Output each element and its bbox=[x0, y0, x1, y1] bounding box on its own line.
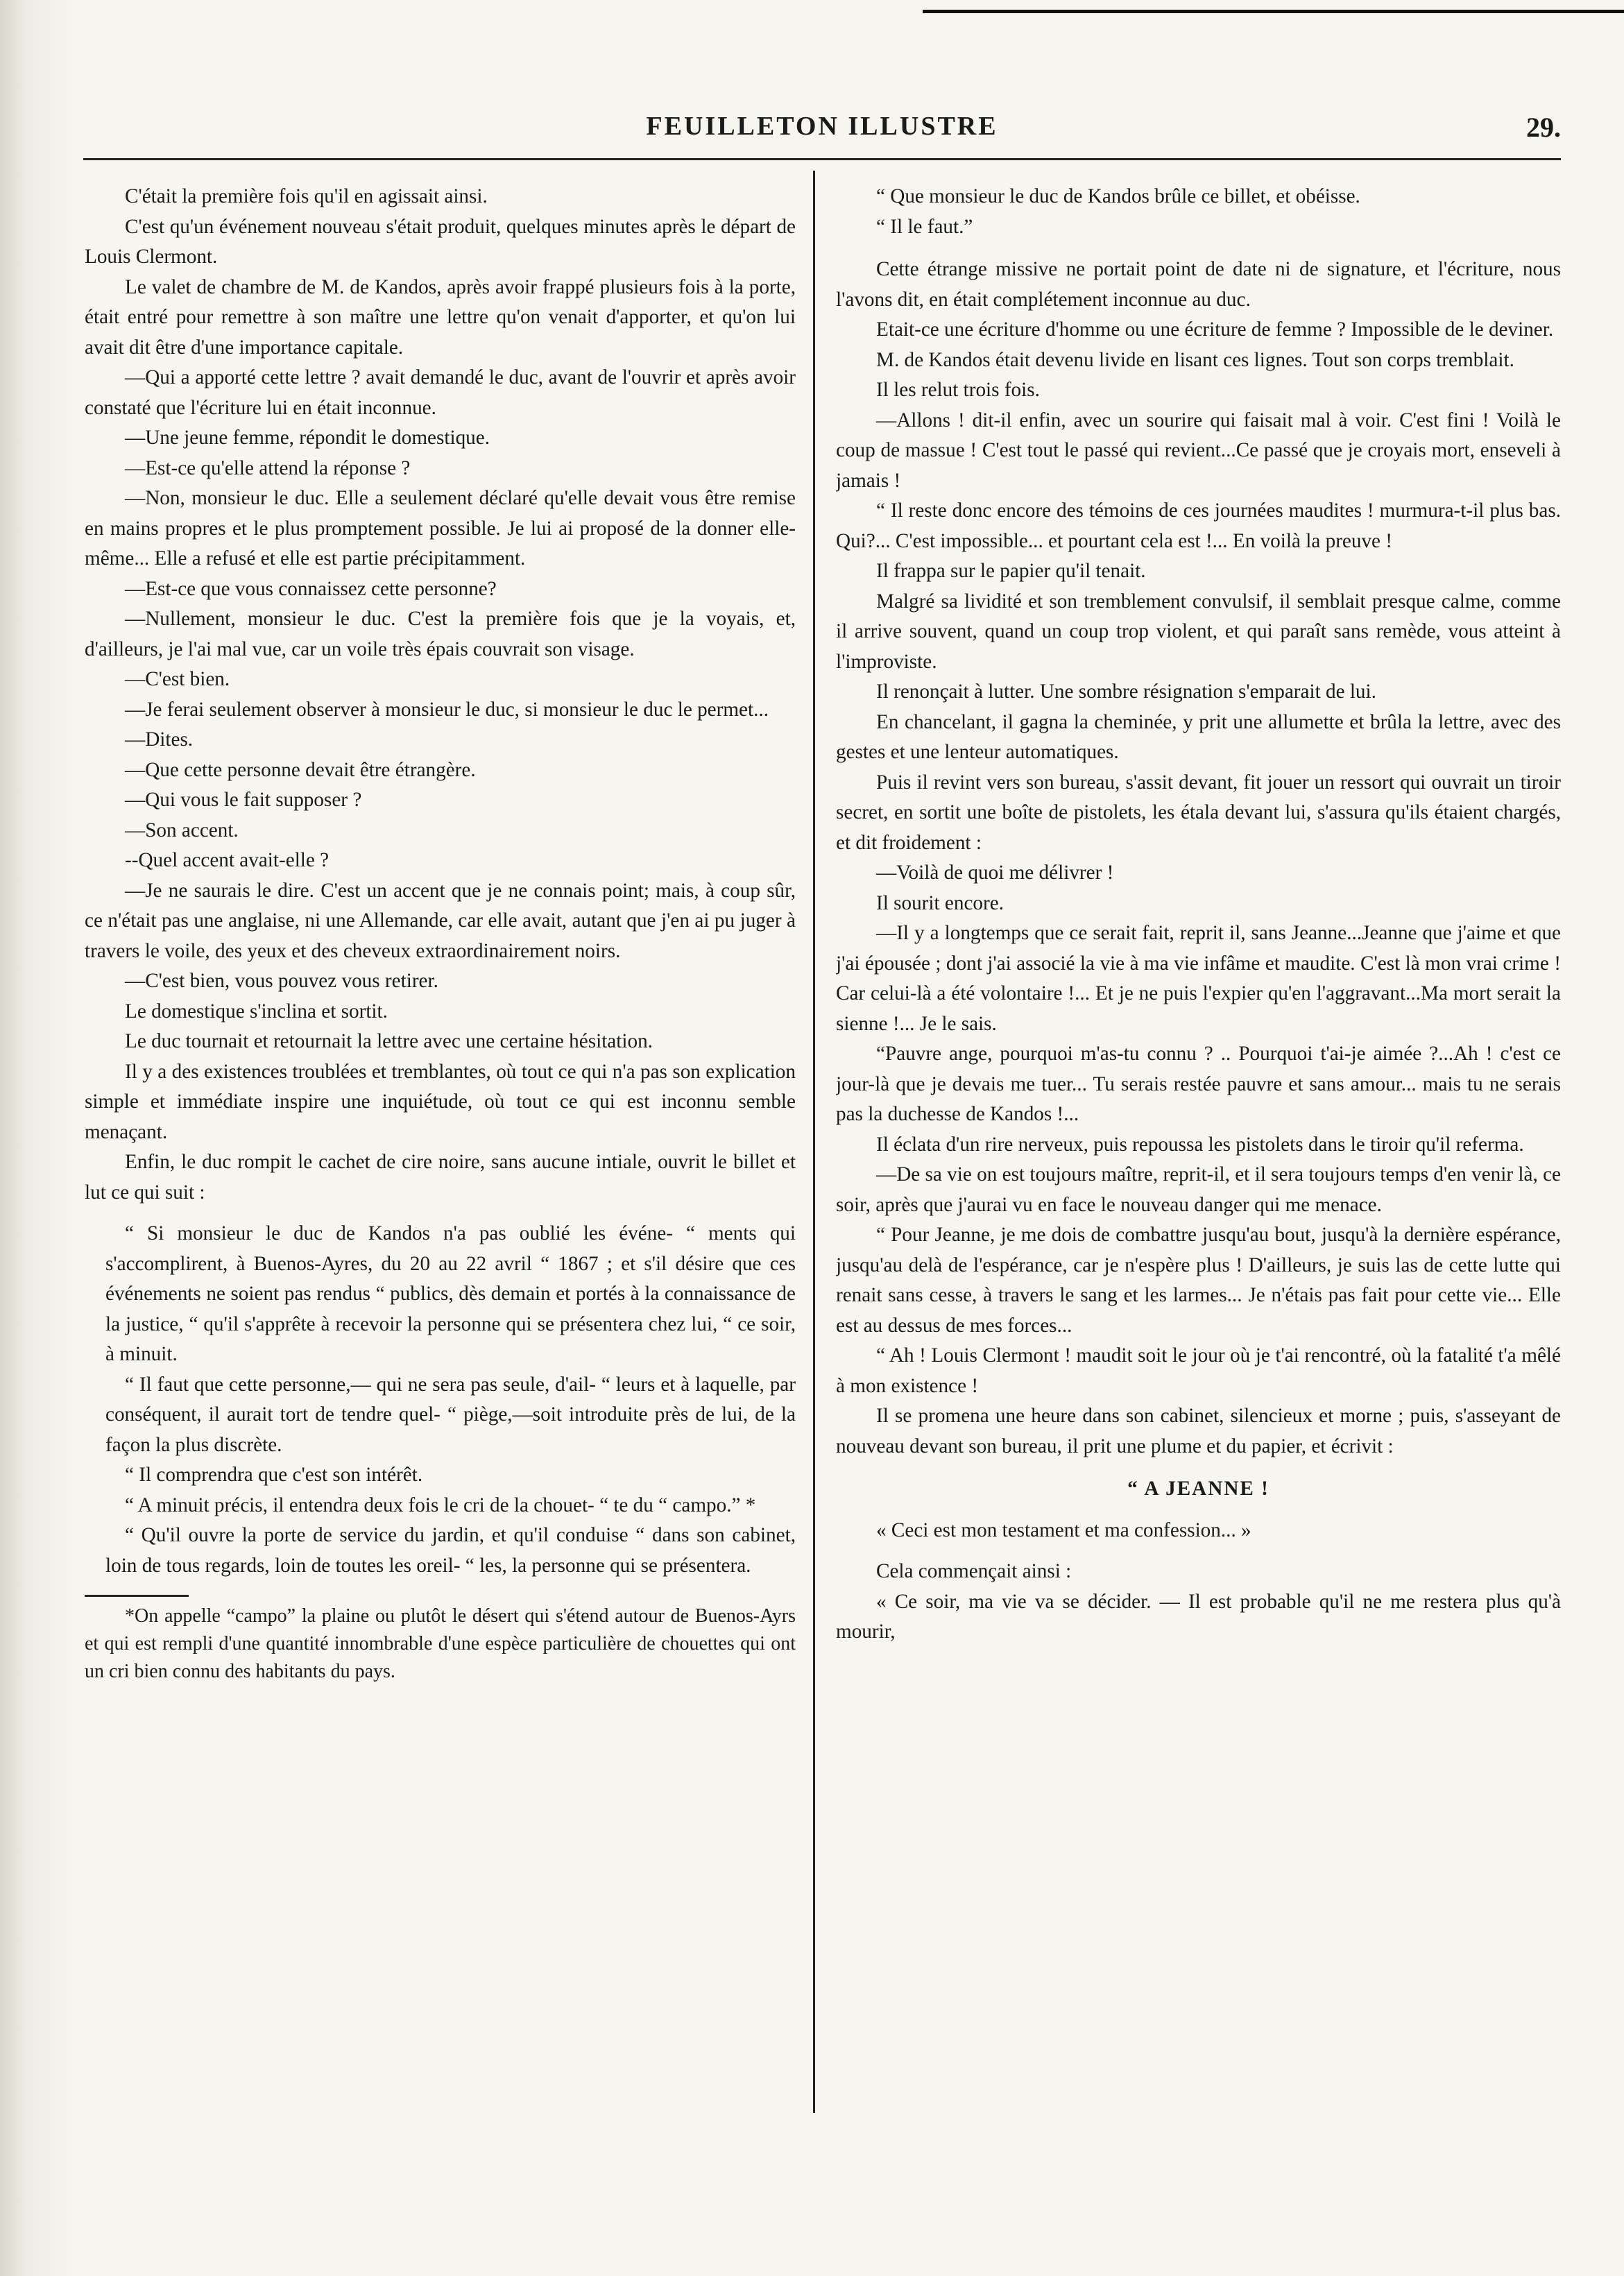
paragraph: Il les relut trois fois. bbox=[876, 379, 1040, 401]
paragraph: C'était la première fois qu'il en agissait ainsi. bbox=[125, 185, 488, 207]
paragraph: En chancelant, il gagna la cheminée, y prit une allumette et brûla la lettre, avec des gestes et une lenteur automatiques. bbox=[836, 710, 1561, 763]
paragraph: “ Il le faut.” bbox=[876, 215, 973, 238]
paragraph: Il sourit encore. bbox=[876, 891, 1004, 914]
paragraph: Le domestique s'inclina et sortit. bbox=[125, 1000, 388, 1023]
left-column bbox=[85, 182, 796, 2096]
paragraph: —Je ferai seulement observer à monsieur le duc, si monsieur le duc le permet... bbox=[125, 698, 769, 721]
letter-paragraph: “ A minuit précis, il entendra deux fois le cri de la chouet- “ te du “ campo.” * bbox=[125, 1494, 756, 1516]
paragraph: “ Que monsieur le duc de Kandos brûle ce billet, et obéisse. bbox=[876, 185, 1360, 207]
paragraph: —Qui a apporté cette lettre ? avait demandé le duc, avant de l'ouvrir et après avoir constaté que l'écriture lui en était inconnue. bbox=[85, 366, 796, 419]
paragraph: Enfin, le duc rompit le cachet de cire noire, sans aucune intiale, ouvrit le billet et lut ce qui suit : bbox=[85, 1151, 796, 1204]
paragraph: Cela commençait ainsi : bbox=[876, 1560, 1072, 1582]
letter-paragraph: “ Il comprendra que c'est son intérêt. bbox=[125, 1464, 423, 1486]
top-rule bbox=[923, 10, 1624, 13]
column-divider bbox=[813, 171, 815, 2113]
paragraph: “ Il reste donc encore des témoins de ces journées maudites ! murmura-t-il plus bas. Qui?... C'est impossible... et pourtant cela est !... En voilà la preuve ! bbox=[836, 499, 1561, 552]
paragraph: Etait-ce une écriture d'homme ou une écriture de femme ? Impossible de le deviner. bbox=[876, 318, 1554, 341]
footnote-rule bbox=[85, 1595, 189, 1597]
page-title: FEUILLETON ILLUSTRE bbox=[646, 112, 998, 141]
paragraph: —Une jeune femme, répondit le domestique. bbox=[125, 427, 490, 449]
letter-paragraph: “ Qu'il ouvre la porte de service du jardin, et qu'il conduise “ dans son cabinet, loin de tous regards, loin de toutes les oreil- “ les, la personne qui se présentera. bbox=[105, 1524, 796, 1577]
paragraph: « Ce soir, ma vie va se décider. — Il est probable qu'il ne me restera plus qu'à mourir, bbox=[836, 1590, 1561, 1643]
scan-margin bbox=[0, 0, 76, 2276]
paragraph: C'est qu'un événement nouveau s'était produit, quelques minutes après le départ de Louis Clermont. bbox=[85, 215, 796, 268]
right-column bbox=[836, 182, 1561, 2096]
paragraph: --Quel accent avait-elle ? bbox=[125, 849, 330, 871]
page-number: 29. bbox=[1526, 112, 1561, 143]
paragraph: —C'est bien, vous pouvez vous retirer. bbox=[125, 970, 438, 992]
paragraph: —Non, monsieur le duc. Elle a seulement déclaré qu'elle devait vous être remise en mains propres et le plus promptement possible. Je lui ai proposé de la donner elle-même... Elle a refusé et elle est partie précipitamment. bbox=[85, 487, 796, 570]
paragraph: —Voilà de quoi me délivrer ! bbox=[876, 862, 1114, 884]
paragraph: Il se promena une heure dans son cabinet, silencieux et morne ; puis, s'asseyant de nouveau devant son bureau, il prit une plume et du papier, et écrivit : bbox=[836, 1405, 1561, 1457]
paragraph: —De sa vie on est toujours maître, reprit-il, et il sera toujours temps d'en venir là, ce soir, après que j'aurai vu en face le nouveau danger qui me menace. bbox=[836, 1163, 1561, 1216]
paragraph: —Je ne saurais le dire. C'est un accent que je ne connais point; mais, à coup sûr, ce n'était pas une anglaise, ni une Allemande, car elle avait, autant que j'en ai pu juger à travers le voile, des yeux et des cheveux extraordinairement noirs. bbox=[85, 879, 796, 962]
paragraph: Le valet de chambre de M. de Kandos, après avoir frappé plusieurs fois à la porte, était entré pour remettre à son maître une lettre qu'on venait d'apporter, et qu'on lui avait dit être d'une importance capitale. bbox=[85, 275, 796, 359]
paragraph: “ Ah ! Louis Clermont ! maudit soit le jour où je t'ai rencontré, où la fatalité t'a mêlé à mon existence ! bbox=[836, 1344, 1561, 1397]
paragraph: Cette étrange missive ne portait point de date ni de signature, et l'écriture, nous l'avons dit, en était complétement inconnue au duc. bbox=[836, 258, 1561, 311]
letter-heading: “ A JEANNE ! bbox=[1127, 1478, 1270, 1500]
letter-paragraph: “ Si monsieur le duc de Kandos n'a pas oublié les événe- “ ments qui s'accomplirent, à Buenos-Ayres, du 20 au 22 avril “ 1867 ; et s'il désire que ces événements ne soient pas rendus “ publics, dès demain et portés à la connaissance de la justice, “ qu'il s'apprête à recevoir la personne qui se présentera chez lui, “ ce soir, à minuit. bbox=[105, 1222, 796, 1365]
paragraph: —Qui vous le fait supposer ? bbox=[125, 789, 362, 811]
paragraph: « Ceci est mon testament et ma confession... » bbox=[876, 1518, 1251, 1541]
letter-paragraph: “ Il faut que cette personne,— qui ne sera pas seule, d'ail- “ leurs et à laquelle, par conséquent, il aurait tort de tendre quel- “ piège,—soit introduite près de lui, de la façon la plus discrète. bbox=[105, 1373, 796, 1456]
paragraph: Le duc tournait et retournait la lettre avec une certaine hésitation. bbox=[125, 1030, 653, 1052]
footnote: *On appelle “campo” la plaine ou plutôt le désert qui s'étend autour de Buenos-Ayrs et qui est rempli d'une quantité innombrable d'une espèce particulière de chouettes qui ont un cri bien connu des habitants du pays. bbox=[85, 1605, 796, 1682]
paragraph: “Pauvre ange, pourquoi m'as-tu connu ? .. Pourquoi t'ai-je aimée ?...Ah ! c'est ce jour-là que je devais me tuer... Tu serais restée pauvre et sans amour... mais tu ne serais pas la duchesse de Kandos !... bbox=[836, 1043, 1561, 1125]
paragraph: Il frappa sur le papier qu'il tenait. bbox=[876, 560, 1146, 582]
paragraph: “ Pour Jeanne, je me dois de combattre jusqu'au bout, jusqu'à la dernière espérance, jusqu'au delà de l'espérance, car je n'espère plus ! D'ailleurs, je suis las de cette lutte qui renait sans cesse, à travers le sang et les larmes... Je n'étais pas fait pour cette vie... Elle est au dessus de mes forces... bbox=[836, 1224, 1561, 1337]
page-header bbox=[83, 111, 1561, 146]
paragraph: —C'est bien. bbox=[125, 668, 230, 690]
paragraph: —Il y a longtemps que ce serait fait, reprit il, sans Jeanne...Jeanne que j'aime et que j'ai épousée ; dont j'ai associé la vie à ma vie infâme et maudite. C'est là mon vrai crime ! Car celui-là a été volontaire !... Et je ne puis l'expier qu'en l'aggravant...Ma mort serait la sienne !... Je le sais. bbox=[836, 922, 1561, 1035]
paragraph: —Est-ce que vous connaissez cette personne? bbox=[125, 577, 497, 600]
paragraph: Malgré sa lividité et son tremblement convulsif, il semblait presque calme, comme il arrive souvent, quand un coup trop violent, et qui paraît sans remède, vous atteint à l'improviste. bbox=[836, 590, 1561, 673]
paragraph: Il y a des existences troublées et tremblantes, où tout ce qui n'a pas son explication simple et immédiate inspire une inquiétude, où tout ce qui est inconnu semble menaçant. bbox=[85, 1060, 796, 1143]
paragraph: Il renonçait à lutter. Une sombre résignation s'emparait de lui. bbox=[876, 681, 1376, 703]
paragraph: Il éclata d'un rire nerveux, puis repoussa les pistolets dans le tiroir qu'il referma. bbox=[876, 1133, 1524, 1156]
paragraph: —Nullement, monsieur le duc. C'est la première fois que je la voyais, et, d'ailleurs, je l'ai mal vue, car un voile très épais couvrait son visage. bbox=[85, 608, 796, 660]
paragraph: M. de Kandos était devenu livide en lisant ces lignes. Tout son corps tremblait. bbox=[876, 348, 1514, 371]
paragraph: Puis il revint vers son bureau, s'assit devant, fit jouer un ressort qui ouvrait un tiroir secret, en sortit une boîte de pistolets, les étala devant lui, s'assura qu'ils étaient chargés, et dit froidement : bbox=[836, 771, 1561, 854]
paragraph: —Est-ce qu'elle attend la réponse ? bbox=[125, 456, 411, 479]
paragraph: —Dites. bbox=[125, 728, 194, 751]
paragraph: —Allons ! dit-il enfin, avec un sourire qui faisait mal à voir. C'est fini ! Voilà le coup de massue ! C'est tout le passé qui revient...Ce passé que je croyais mort, enseveli à jamais ! bbox=[836, 409, 1561, 492]
paragraph: —Son accent. bbox=[125, 819, 239, 841]
paragraph: —Que cette personne devait être étrangère. bbox=[125, 758, 476, 781]
header-rule bbox=[83, 158, 1561, 160]
